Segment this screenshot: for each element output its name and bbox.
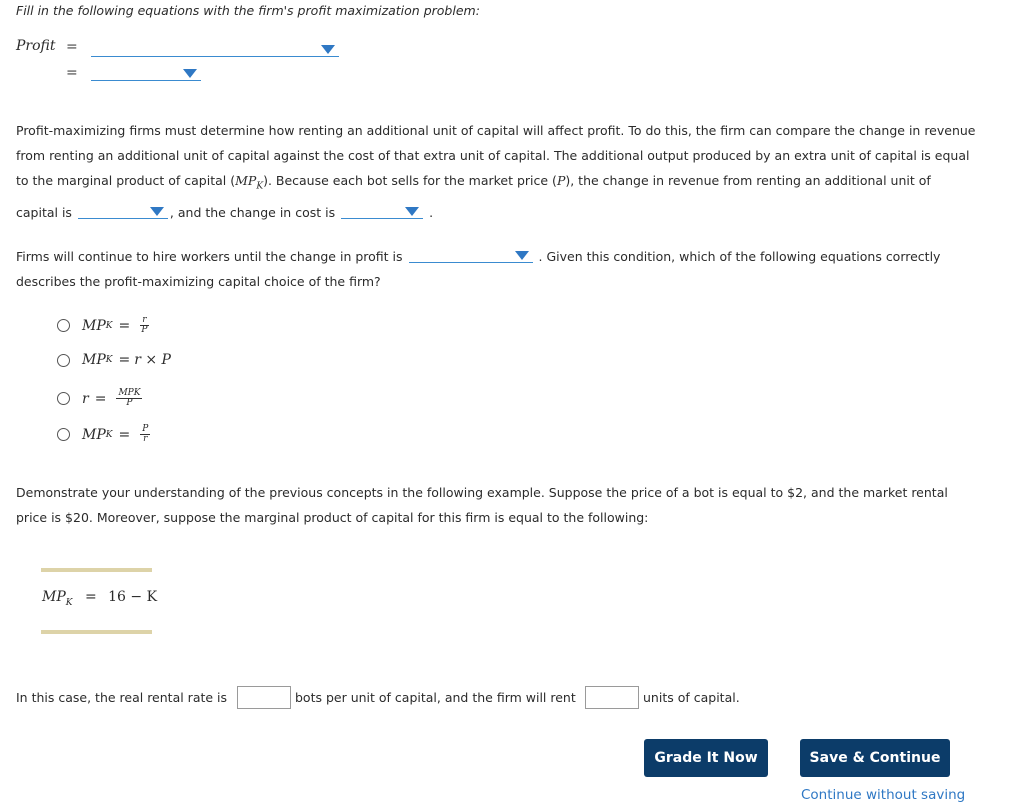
option-3[interactable] (57, 389, 142, 408)
mpk-equation: $MP_K = 16 - K$ (42, 589, 158, 608)
option-1-expression: MP K = $\frac{r}{P}$ (82, 315, 148, 335)
chevron-down-icon (150, 207, 164, 216)
profit-dropdown-1[interactable] (91, 42, 339, 57)
para1-text-e: . (429, 204, 434, 220)
option-2-expression: MP K = r × P (82, 352, 171, 368)
para1-text-c: ), the change in revenue from renting an additional unit of capital is (16, 173, 931, 220)
para2-text-a: Firms will continue to hire workers until the change in profit is (16, 249, 403, 264)
price-symbol: P (556, 173, 566, 188)
equals-sign-2: = (66, 65, 78, 81)
radio-button[interactable] (57, 354, 70, 367)
final-text-c: units of capital. (643, 690, 740, 705)
grade-it-now-button[interactable]: Grade It Now (644, 739, 768, 777)
mpk-symbol: $MP_K$ (235, 173, 264, 192)
option-4[interactable] (57, 425, 150, 444)
revenue-change-dropdown[interactable] (78, 204, 168, 219)
option-4-expression: MP K = $\frac{P}{r}$ (82, 424, 149, 444)
radio-button[interactable] (57, 319, 70, 332)
save-continue-button[interactable]: Save & Continue (800, 739, 950, 777)
option-1[interactable] (57, 316, 149, 335)
chevron-down-icon (321, 45, 335, 54)
option-3-expression: r = $\frac{\text{MPK}}{P}$ (82, 388, 141, 408)
paragraph-example: Demonstrate your understanding of the previous concepts in the following example. Suppose the price of a bot is equal to $2, and the market rental price is $20. Moreover, suppose the marginal product of capital for this firm is equal to the following: (16, 485, 948, 525)
final-text-a: In this case, the real rental rate is (16, 690, 228, 705)
paragraph-capital-revenue (16, 118, 976, 225)
option-2[interactable] (57, 352, 171, 368)
para1-text-d: , and the change in cost is (169, 204, 336, 220)
instruction-text: Fill in the following equations with the firm's profit maximization problem: (16, 3, 480, 18)
profit-label: Profit (16, 38, 56, 54)
paragraph-profit-condition (16, 244, 976, 294)
chevron-down-icon (183, 69, 197, 78)
radio-button[interactable] (57, 392, 70, 405)
cost-change-dropdown[interactable] (341, 204, 423, 219)
para2-text-b: . Given this condition, which of the following equations correctly describes the profit-maximizing capital choice of the firm? (16, 249, 941, 289)
final-text-b: bots per unit of capital, and the firm will rent (295, 690, 576, 705)
continue-without-saving-link[interactable]: Continue without saving (801, 787, 966, 803)
para1-text-a: Profit-maximizing firms must determine how renting an additional unit of capital will affect profit. To do this, the firm can compare the change in revenue from renting an additional unit of capital against the cost of that extra unit of capital. The additional output produced by an extra unit of capital is equal to the marginal product of capital ( (16, 123, 976, 188)
equals-sign-1: = (66, 39, 78, 55)
chevron-down-icon (515, 251, 529, 260)
para1-text-b: ). Because each bot sells for the market price ( (263, 173, 557, 188)
profit-dropdown-2[interactable] (91, 66, 201, 81)
chevron-down-icon (405, 207, 419, 216)
profit-change-dropdown[interactable] (409, 248, 533, 263)
radio-button[interactable] (57, 428, 70, 441)
rental-rate-input[interactable] (237, 686, 291, 709)
capital-units-input[interactable] (585, 686, 639, 709)
